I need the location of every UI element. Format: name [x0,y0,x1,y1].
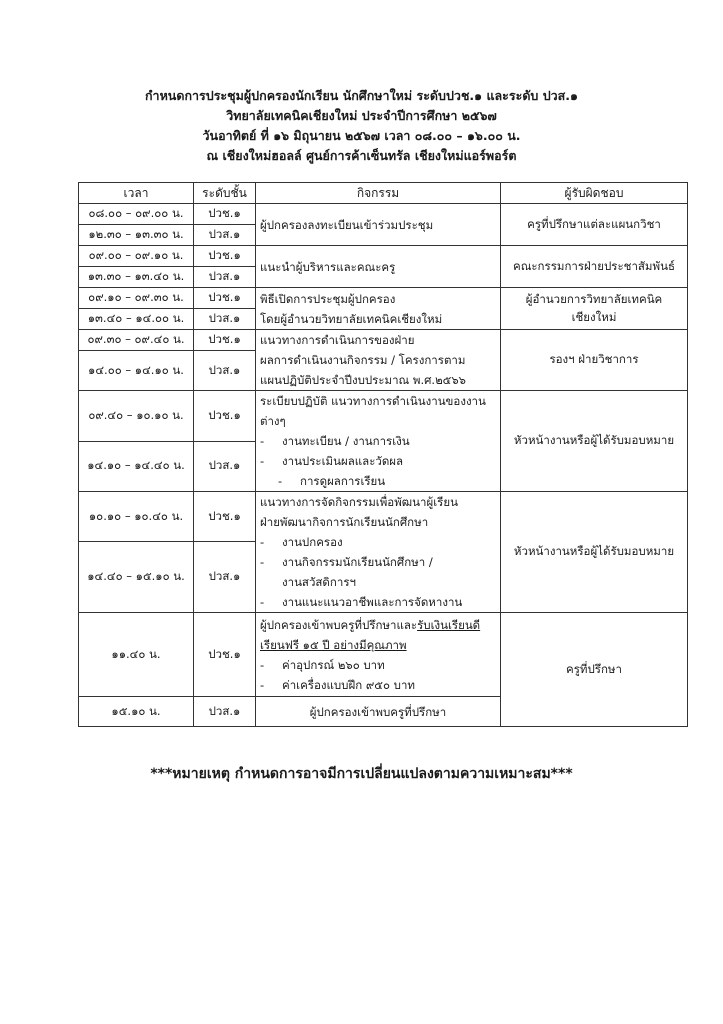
header-activity: กิจกรรม [256,183,501,204]
level-cell: ปวช.๑ [194,330,256,351]
activity-line: ฝ่ายพัฒนากิจการนักเรียนนักศึกษา [260,515,429,529]
time-cell: ๐๙.๔๐ – ๑๐.๑๐ น. [79,391,194,442]
time-cell: ๑๔.๔๐ – ๑๕.๑๐ น. [79,542,194,613]
time-cell: ๑๓.๓๐ – ๑๓.๔๐ น. [79,267,194,288]
responsible-cell: ครูที่ปรึกษาแต่ละแผนกวิชา [501,204,688,246]
table-header-row [79,183,688,204]
time-cell: ๐๙.๐๐ – ๐๙.๑๐ น. [79,246,194,267]
responsible-cell: คณะกรรมการฝ่ายประชาสัมพันธ์ [501,246,688,288]
schedule-table [78,182,688,727]
responsible-cell: หัวหน้างานหรือผู้ได้รับมอบหมาย [501,492,688,613]
activity-text-underlined: รับเงินเรียนดี [417,617,481,632]
activity-bullet: - งานกิจกรรมนักเรียนนักศึกษา / [260,552,496,572]
level-cell: ปวส.๑ [194,309,256,330]
activity-text: ผู้ปกครองเข้าพบครูที่ปรึกษาและ [260,617,418,632]
activity-bullet-continued: งานสวัสดิการฯ [282,575,356,589]
level-cell: ปวช.๑ [194,288,256,309]
header-level: ระดับชั้น [194,183,256,204]
activity-bullet: - การดูผลการเรียน [260,471,496,491]
responsible-cell: ครูที่ปรึกษา [501,613,688,727]
activity-line: แผนปฏิบัติประจำปีงบประมาณ พ.ศ.๒๕๖๖ [260,373,466,387]
time-cell: ๑๓.๔๐ – ๑๔.๐๐ น. [79,309,194,330]
level-cell: ปวส.๑ [194,225,256,246]
header-responsible: ผู้รับผิดชอบ [501,183,688,204]
activity-bullet: - งานแนะแนวอาชีพและการจัดหางาน [260,592,496,612]
activity-line: แนวทางการดำเนินการของฝ่าย [260,333,415,347]
responsible-cell: ผู้อำนวยการวิทยาลัยเทคนิคเชียงใหม่ [501,288,688,330]
activity-cell: ผู้ปกครองเข้าพบครูที่ปรึกษา [256,697,501,727]
activity-cell [256,391,501,492]
header-line-1: กำหนดการประชุมผู้ปกครองนักเรียน นักศึกษาใหม่ ระดับปวช.๑ และระดับ ปวส.๑ [144,88,578,103]
table-row [79,391,688,442]
footnote: ***หมายเหตุ กำหนดการอาจมีการเปลี่ยนแปลงตามความเหมาะสม*** [150,766,573,782]
level-cell: ปวส.๑ [194,441,256,492]
activity-line: โดยผู้อำนวยวิทยาลัยเทคนิคเชียงใหม่ [260,311,443,326]
activity-bullet: - งานทะเบียน / งานการเงิน [260,431,496,451]
activity-line [260,615,496,635]
document-header [0,86,723,166]
table-row [79,492,688,542]
time-cell: ๐๙.๓๐ – ๐๙.๔๐ น. [79,330,194,351]
header-line-3: วันอาทิตย์ ที่ ๑๖ มิถุนายน ๒๕๖๗ เวลา ๐๘.๐๐ – ๑๖.๐๐ น. [202,128,521,143]
level-cell: ปวช.๑ [194,391,256,442]
activity-cell [256,492,501,613]
table-row [79,204,688,225]
activity-bullet: - งานปกครอง [260,532,496,552]
time-cell: ๑๐.๑๐ – ๑๐.๔๐ น. [79,492,194,542]
activity-bullet: - ค่าเครื่องแบบฝึก ๙๕๐ บาท [260,675,496,695]
activity-bullet: - งานประเมินผลและวัดผล [260,451,496,471]
responsible-cell: หัวหน้างานหรือผู้ได้รับมอบหมาย [501,391,688,492]
time-cell: ๑๒.๓๐ – ๑๓.๓๐ น. [79,225,194,246]
time-cell: ๐๘.๐๐ – ๐๙.๐๐ น. [79,204,194,225]
time-cell: ๑๕.๑๐ น. [79,697,194,727]
level-cell: ปวส.๑ [194,351,256,391]
time-cell: ๐๙.๑๐ – ๐๙.๓๐ น. [79,288,194,309]
level-cell: ปวส.๑ [194,267,256,288]
activity-line: ต่างๆ [260,414,286,428]
activity-cell: ผู้ปกครองลงทะเบียนเข้าร่วมประชุม [256,204,501,246]
level-cell: ปวส.๑ [194,697,256,727]
activity-cell [256,613,501,697]
time-cell: ๑๔.๑๐ – ๑๔.๔๐ น. [79,441,194,492]
activity-line: พิธีเปิดการประชุมผู้ปกครอง [260,291,396,306]
activity-line: ผลการดำเนินงานกิจกรรม / โครงการตาม [260,353,466,367]
header-line-4: ณ เชียงใหม่ฮอลล์ ศูนย์การค้าเซ็นทรัล เชียงใหม่แอร์พอร์ต [206,148,517,163]
level-cell: ปวช.๑ [194,204,256,225]
table-row [79,246,688,267]
activity-line: แนวทางการจัดกิจกรรมเพื่อพัฒนาผู้เรียน [260,495,458,509]
activity-line: เรียนฟรี ๑๕ ปี อย่างมีคุณภาพ [260,637,407,652]
responsible-cell: รองฯ ฝ่ายวิชาการ [501,330,688,391]
level-cell: ปวส.๑ [194,542,256,613]
header-line-2: วิทยาลัยเทคนิคเชียงใหม่ ประจำปีการศึกษา ๒๕๖๗ [226,108,497,123]
activity-cell [256,288,501,330]
activity-bullet: - ค่าอุปกรณ์ ๒๖๐ บาท [260,655,496,675]
time-cell: ๑๔.๐๐ – ๑๔.๑๐ น. [79,351,194,391]
header-time: เวลา [79,183,194,204]
activity-line: ระเบียบปฏิบัติ แนวทางการดำเนินงานของงาน [260,394,486,408]
table-row [79,613,688,697]
activity-cell: แนะนำผู้บริหารและคณะครู [256,246,501,288]
level-cell: ปวช.๑ [194,492,256,542]
level-cell: ปวช.๑ [194,246,256,267]
time-cell: ๑๑.๔๐ น. [79,613,194,697]
table-row [79,288,688,309]
table-row [79,330,688,351]
activity-cell [256,330,501,391]
level-cell: ปวช.๑ [194,613,256,697]
